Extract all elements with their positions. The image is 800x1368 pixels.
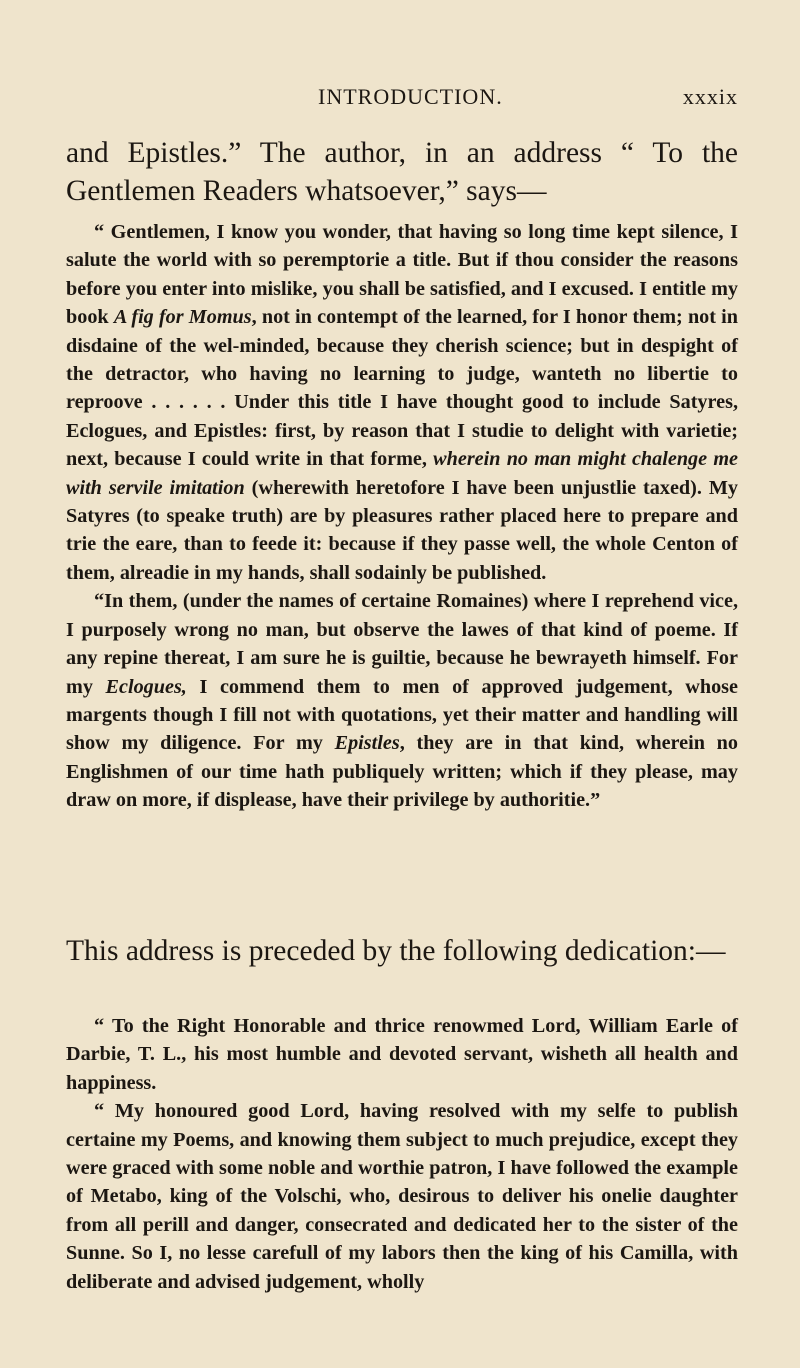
dedication-intro-block (66, 932, 738, 970)
text-run: I commend them to men of approved judgement, whose margents though I fill not with quotations, yet their matter and handling will show my diligence. For my (66, 675, 738, 755)
running-head-title: INTRODUCTION. (318, 84, 503, 109)
dedication-intro: This address is preceded by the following dedication:— (66, 935, 726, 967)
running-head (66, 84, 738, 114)
dedication-paragraph-2: “ My honoured good Lord, having resolved with my selfe to publish certaine my Poems, and knowing them subject to much prejudice, except they were graced with some noble and worthie patron, I have followed the example of Metabo, king of the Volschi, who, desirous to deliver his onelie daughter from all perill and danger, consecrated and dedicated her to the sister of the Sunne. So I, no lesse carefull of my labors then the king of his Camilla, with deliberate and advised judgement, wholly (66, 1100, 738, 1293)
text-run: , not in contempt of the learned, for I honor them; not in disdaine of the wel-minded, because they cherish science; but in despight of the detractor, who having no learning to judge, wanteth no libertie to reproove . . . . . . Under this title I have thought good to include Satyres, Eclogues, and Epistles: first, by reason that I studie to delight with varietie; next, because I could write in that forme, (66, 306, 738, 471)
italic-phrase: wherein no man might chalenge me with servile imitation (66, 448, 738, 499)
intro-paragraph: and Epistles.” The author, in an address “ To the Gentlemen Readers whatsoever,” says— (66, 137, 738, 207)
quote-paragraph-1 (66, 218, 738, 587)
quote-block (66, 218, 738, 815)
eclogues-word: Eclogues, (105, 675, 187, 698)
text-run: (wherewith heretofore I have been unjustlie taxed). My Satyres (to speake truth) are by pleasures rather placed here to prepare and trie the eare, than to feede it: because if they passe well, the whole Centon of them, alreadie in my hands, shall sodainly be published. (66, 476, 738, 584)
intro-block (66, 134, 738, 210)
text-run: “In them, (under the names of certaine Romaines) where I reprehend vice, I purposely wrong no man, but observe the lawes of that kind of poeme. If any repine thereat, I am sure he is guiltie, because he bewrayeth himself. For my (66, 590, 738, 698)
page-number: xxxix (682, 84, 738, 109)
text-run: “ Gentlemen, I know you wonder, that having so long time kept silence, I salute the world with so peremptorie a title. But if thou consider the reasons before you enter into mislike, you shall be satisfied, and I excused. I entitle my book (66, 221, 738, 329)
dedication-paragraph-1: “ To the Right Honorable and thrice renowmed Lord, William Earle of Darbie, T. L., his most humble and devoted servant, wisheth all health and happiness. (66, 1015, 738, 1094)
dedication-block (66, 1012, 738, 1296)
epistles-word: Epistles (334, 732, 400, 755)
text-run: , they are in that kind, wherein no Englishmen of our time hath publiquely written; which if they please, may draw on more, if displease, have their privilege by authoritie.” (66, 732, 739, 812)
book-title: A fig for Momus (113, 306, 252, 329)
quote-paragraph-2 (66, 587, 738, 814)
